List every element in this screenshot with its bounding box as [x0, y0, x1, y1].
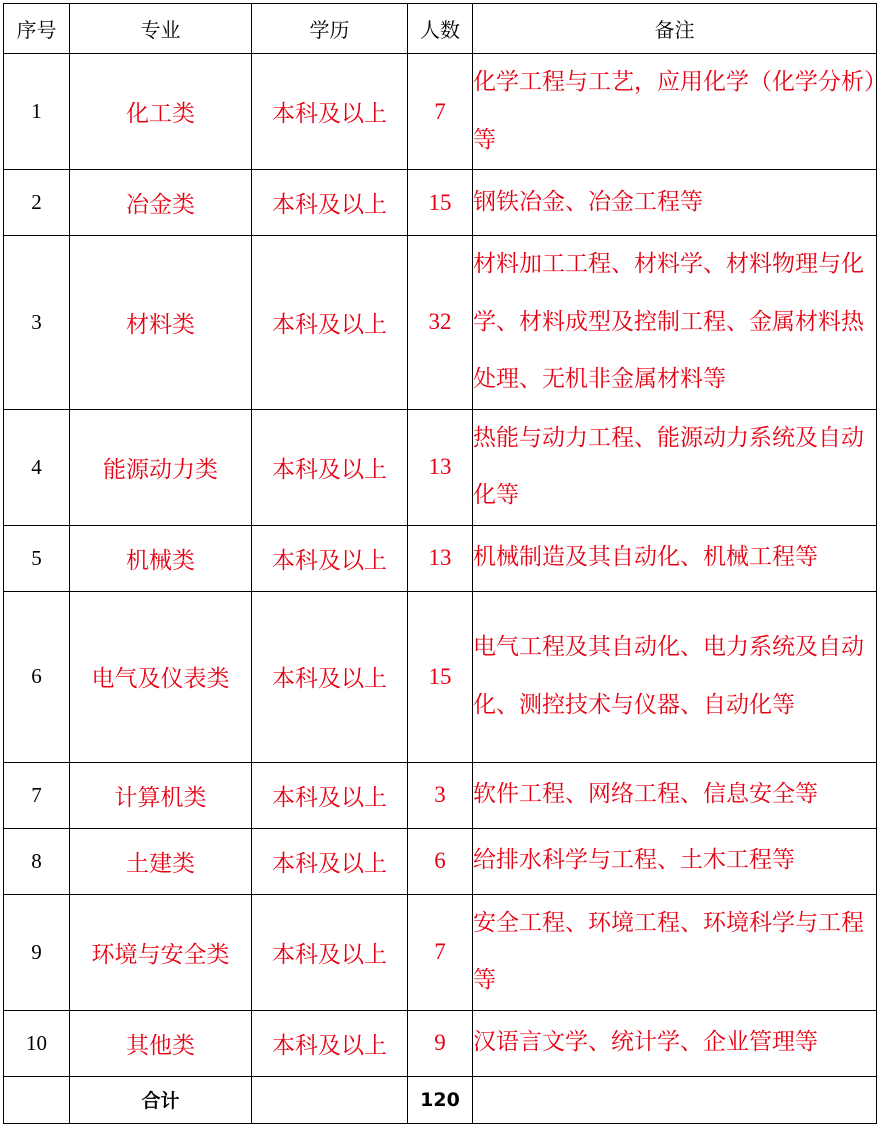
recruitment-table: [3, 3, 877, 1124]
row-count: 3: [408, 762, 473, 828]
table-row: [4, 894, 877, 1010]
total-count: 120: [408, 1076, 473, 1123]
row-seq: 3: [4, 236, 70, 410]
row-education: 本科及以上: [252, 894, 408, 1010]
row-count: 15: [408, 591, 473, 762]
row-education: 本科及以上: [252, 170, 408, 236]
table-row: [4, 591, 877, 762]
row-seq: 8: [4, 828, 70, 894]
row-seq: 10: [4, 1010, 70, 1076]
table-row: [4, 828, 877, 894]
total-label: 合计: [70, 1076, 252, 1123]
table-row: [4, 525, 877, 591]
total-empty-seq: [4, 1076, 70, 1123]
row-count: 32: [408, 236, 473, 410]
row-note: 安全工程、环境工程、环境科学与工程等: [473, 894, 877, 1010]
row-count: 6: [408, 828, 473, 894]
row-major: 冶金类: [70, 170, 252, 236]
row-count: 13: [408, 525, 473, 591]
row-education: 本科及以上: [252, 54, 408, 170]
row-note: 软件工程、网络工程、信息安全等: [473, 762, 877, 828]
row-major: 电气及仪表类: [70, 591, 252, 762]
row-major: 材料类: [70, 236, 252, 410]
row-seq: 7: [4, 762, 70, 828]
row-major: 土建类: [70, 828, 252, 894]
header-seq: 序号: [4, 4, 70, 54]
row-seq: 5: [4, 525, 70, 591]
row-education: 本科及以上: [252, 828, 408, 894]
row-count: 7: [408, 894, 473, 1010]
row-count: 15: [408, 170, 473, 236]
row-major: 化工类: [70, 54, 252, 170]
row-seq: 6: [4, 591, 70, 762]
row-education: 本科及以上: [252, 525, 408, 591]
table-row: [4, 54, 877, 170]
row-education: 本科及以上: [252, 1010, 408, 1076]
table-row: [4, 170, 877, 236]
row-education: 本科及以上: [252, 762, 408, 828]
header-education: 学历: [252, 4, 408, 54]
row-seq: 9: [4, 894, 70, 1010]
row-note: 电气工程及其自动化、电力系统及自动化、测控技术与仪器、自动化等: [473, 591, 877, 762]
row-note: 汉语言文学、统计学、企业管理等: [473, 1010, 877, 1076]
row-note: 热能与动力工程、能源动力系统及自动化等: [473, 409, 877, 525]
row-note: 给排水科学与工程、土木工程等: [473, 828, 877, 894]
row-note: 机械制造及其自动化、机械工程等: [473, 525, 877, 591]
row-major: 其他类: [70, 1010, 252, 1076]
header-major: 专业: [70, 4, 252, 54]
header-row: [4, 4, 877, 54]
row-major: 机械类: [70, 525, 252, 591]
row-major: 环境与安全类: [70, 894, 252, 1010]
row-seq: 2: [4, 170, 70, 236]
row-seq: 1: [4, 54, 70, 170]
table-row: [4, 1010, 877, 1076]
row-note: 钢铁冶金、冶金工程等: [473, 170, 877, 236]
header-count: 人数: [408, 4, 473, 54]
row-major: 能源动力类: [70, 409, 252, 525]
row-major: 计算机类: [70, 762, 252, 828]
row-education: 本科及以上: [252, 409, 408, 525]
row-note: 化学工程与工艺，应用化学（化学分析）等: [473, 54, 877, 170]
row-education: 本科及以上: [252, 236, 408, 410]
table-row: [4, 236, 877, 410]
row-education: 本科及以上: [252, 591, 408, 762]
row-note: 材料加工工程、材料学、材料物理与化学、材料成型及控制工程、金属材料热处理、无机非金属材料等: [473, 236, 877, 410]
header-note: 备注: [473, 4, 877, 54]
total-empty-note: [473, 1076, 877, 1123]
row-seq: 4: [4, 409, 70, 525]
table-row: [4, 409, 877, 525]
row-count: 13: [408, 409, 473, 525]
total-row: [4, 1076, 877, 1123]
total-empty-education: [252, 1076, 408, 1123]
row-count: 9: [408, 1010, 473, 1076]
table-row: [4, 762, 877, 828]
row-count: 7: [408, 54, 473, 170]
